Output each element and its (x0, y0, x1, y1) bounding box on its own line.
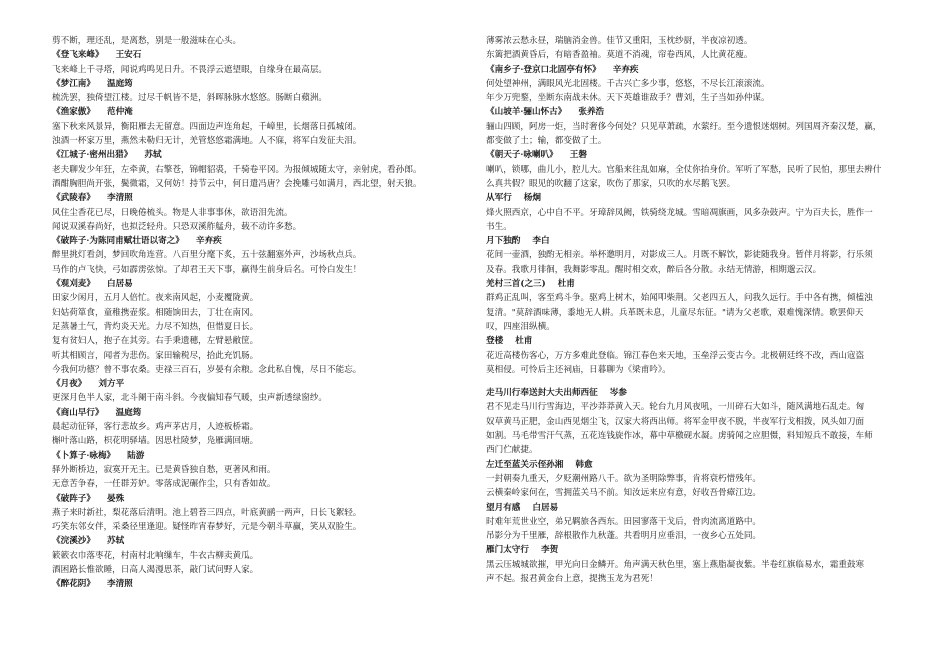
poem-heading (52, 105, 467, 119)
poem-line: 奴草黄马正肥，金山西见烟尘飞，汉家大将西出师。将军金甲夜不脱，半夜军行戈相拨，风头如刀面 (486, 416, 865, 427)
poem-line: 闻说双溪春尚好，也拟泛轻舟。只恐双溪舴艋舟，载不动许多愁。 (52, 221, 302, 232)
poem-line: 叹，四座泪纵横。 (486, 321, 555, 332)
poem-line: 书生。 (486, 221, 512, 232)
poem-line: 云横秦岭家何在，雪拥蓝关马不前。知汝远来应有意，好收吾骨瘴江边。 (486, 488, 762, 499)
poem-line: 酒困路长惟欲睡，日高人渴漫思茶，敲门试问野人家。 (52, 564, 259, 575)
poem-line: 东篱把酒黄昏后，有暗香盈袖。莫道不消魂，帘卷西风，人比黄花瘦。 (486, 50, 753, 61)
poem-heading (486, 191, 901, 205)
poem-author: 晏殊 (106, 493, 125, 504)
poem-heading (52, 406, 467, 420)
poem-title: 登楼 (486, 336, 504, 347)
poem-line: 更深月色半人家，北斗阑干南斗斜。今夜偏知春气暖，虫声新透绿窗纱。 (52, 393, 328, 404)
poem-line: 剪不断，理还乱，是离愁，别是一般滋味在心头。 (52, 36, 242, 46)
poem-heading (52, 277, 467, 291)
poem-line: 槲叶落山路，枳花明驿墙。因思杜陵梦，凫雁满回塘。 (52, 436, 259, 447)
poem-line: 花近高楼伤客心，万方多难此登临。锦江春色来天地，玉垒浮云变古今。北极朝廷终不改，西山寇盗 (486, 350, 865, 361)
poem-line: 驿外断桥边，寂寞开无主。已是黄昏独自愁，更著风和雨。 (52, 464, 276, 475)
poem-title: 《武陵春》 (52, 193, 95, 204)
poem-title: 《观刈麦》 (52, 279, 95, 290)
poem-author: 杜甫 (557, 279, 575, 290)
poem-author: 岑参 (609, 388, 627, 399)
poem-author: 苏轼 (106, 536, 125, 547)
poem-line: 么真共假？眼见的吹翻了这家，吹伤了那家，只吹的水尽鹅飞罢。 (486, 178, 736, 189)
poem-line: 妇姑荷箪食，童稚携壶浆。相随饷田去，丁壮在南冈。 (52, 307, 259, 318)
poem-author: 白居易 (106, 279, 133, 290)
right-column (486, 34, 901, 586)
poem-line: 一封朝奏九重天，夕贬潮州路八千。欲为圣明除弊事，肯将衰朽惜残年。 (486, 473, 762, 484)
poem-author: 韩愈 (575, 459, 593, 470)
poem-line: 飞来峰上千寻塔，闻说鸡鸣见日升。不畏浮云遮望眼，自缘身在最高层。 (52, 64, 328, 75)
poem-line: 今我何功德？曾不事农桑。吏禄三百石，岁晏有余粮。念此私自愧，尽日不能忘。 (52, 364, 362, 375)
poem-title: 左迁至蓝关示侄孙湘 (486, 459, 564, 470)
poem-author: 张养浩 (578, 107, 605, 118)
poem-heading (52, 148, 467, 162)
section-gap (486, 377, 901, 386)
poem-heading (486, 234, 901, 248)
poem-heading (52, 234, 467, 248)
poem-line: 骊山四顾，阿房一炬，当时奢侈今何处？只见草萧疏，水萦纡。至今遗恨迷烟树。列国周齐秦汉楚，赢， (486, 121, 882, 132)
poem-line: 复清。"莫辞酒味薄，黍地无人耕。兵革既未息，儿童尽东征。"请为父老歌，艰难愧深情。歌罢仰天 (486, 307, 864, 318)
poem-author: 李白 (532, 236, 550, 247)
poem-line: 薄雾浓云愁永昼，瑞脑消金兽。佳节又重阳，玉枕纱厨，半夜凉初透。 (486, 36, 753, 46)
left-column (52, 34, 467, 592)
poem-heading (52, 191, 467, 205)
poem-heading (486, 386, 901, 400)
poem-heading (486, 334, 901, 348)
poem-title: 《山坡羊·骊山怀古》 (486, 107, 567, 118)
poem-title: 走马川行奉送封大夫出师西征 (486, 388, 598, 399)
poem-title: 羌村三首(之三) (486, 279, 546, 290)
poem-line: 西门伫献捷。 (486, 445, 538, 456)
poem-author: 王安石 (115, 50, 142, 61)
poem-heading (52, 377, 467, 391)
poem-author: 陆游 (127, 450, 145, 461)
poem-title: 《浣溪沙》 (52, 536, 95, 547)
poem-heading (486, 148, 901, 162)
poem-title: 《南乡子·登京口北固亭有怀》 (486, 64, 601, 75)
poem-author: 李贺 (540, 545, 559, 556)
poem-line: 晨起动征铎，客行悲故乡。鸡声茅店月，人迹板桥霜。 (52, 422, 259, 433)
poem-title: 月下独酌 (486, 236, 521, 247)
poem-line: 酒酣胸胆尚开张，鬓微霜，又何妨！持节云中，何日遣冯唐？会挽雕弓如满月，西北望，射天狼。 (52, 178, 422, 189)
poem-author: 杨炯 (523, 193, 541, 204)
poem-line: 复有贫妇人，抱子在其旁。右手秉遗穗，左臂悬敝筐。 (52, 336, 259, 347)
poem-title: 《渔家傲》 (52, 107, 95, 118)
poem-heading (486, 458, 901, 472)
poem-line: 如割。马毛带雪汗气蒸，五花连钱旋作冰，幕中草檄砚水凝。虏骑闻之应胆慑，料知短兵不敢接，车师 (486, 431, 873, 442)
poem-title: 《破阵子》 (52, 493, 95, 504)
poem-author: 辛弃疾 (612, 64, 639, 75)
poem-heading (52, 534, 467, 548)
poem-author: 刘方平 (98, 379, 125, 390)
poem-line: 无意苦争春，一任群芳妒。零落成泥碾作尘，只有香如故。 (52, 479, 276, 490)
poem-heading (52, 77, 467, 91)
poem-title: 望月有感 (486, 502, 521, 513)
poem-line: 塞下秋来风景异，衡阳雁去无留意。四面边声连角起，千嶂里，长烟落日孤城闭。 (52, 121, 362, 132)
poem-author: 范仲淹 (106, 107, 133, 118)
poem-heading (486, 105, 901, 119)
poem-author: 辛弃疾 (195, 236, 222, 247)
poem-title: 《朝天子·咏喇叭》 (486, 150, 558, 161)
poem-title: 《醉花阴》 (52, 579, 95, 590)
poem-title: 雁门太守行 (486, 545, 529, 556)
poem-author: 李清照 (106, 579, 133, 590)
poem-line: 黑云压城城欲摧，甲光向日金鳞开。角声满天秋色里，塞上燕脂凝夜紫。半卷红旗临易水，霜重鼓寒 (486, 559, 865, 570)
poem-author: 温庭筠 (115, 407, 142, 418)
poem-line: 及春。我歌月徘徊，我舞影零乱。醒时相交欢，醉后各分散。永结无情游，相期邈云汉。 (486, 264, 822, 275)
poem-title: 《江城子·密州出猎》 (52, 150, 133, 161)
poem-line: 时难年荒世业空，弟兄羁旅各西东。田园寥落干戈后，骨肉流离道路中。 (486, 516, 762, 527)
poem-line: 何处望神州，满眼风光北固楼。千古兴亡多少事，悠悠，不尽长江滚滚流。 (486, 78, 770, 89)
poem-line: 醉里挑灯看剑，梦回吹角连营。八百里分麾下炙，五十弦翻塞外声，沙场秋点兵。 (52, 250, 362, 261)
poem-line: 吊影分为千里雁，辞根散作九秋蓬。共看明月应垂泪，一夜乡心五处同。 (486, 531, 762, 542)
poem-line: 年少万兜鍪，坐断东南战未休。天下英雄谁敌手？曹刘，生子当如孙仲谋。 (486, 93, 770, 104)
poem-title: 从军行 (486, 193, 512, 204)
poem-heading (486, 277, 901, 291)
poem-title: 《月夜》 (52, 379, 87, 390)
poem-line: 巧笑东邻女伴，采桑径里逢迎。疑怪昨宵春梦好，元是今朝斗草赢，笑从双脸生。 (52, 522, 362, 533)
poem-heading (486, 63, 901, 77)
poem-line: 莫相侵。可怜后主还祠庙，日暮聊为《梁甫吟》。 (486, 364, 671, 375)
poem-title: 《梦江南》 (52, 78, 95, 89)
poem-author: 李清照 (106, 193, 133, 204)
poem-title: 《商山早行》 (52, 407, 104, 418)
poem-line: 马作的卢飞快，弓如霹雳弦惊。了却君王天下事，赢得生前身后名。可怜白发生！ (52, 264, 362, 275)
poem-author: 苏轼 (144, 150, 162, 161)
poem-heading (52, 492, 467, 506)
poem-line: 都变做了土；输，都变做了土。 (486, 136, 607, 147)
poem-heading (52, 577, 467, 591)
poem-line: 群鸡正乱叫，客至鸡斗争。驱鸡上树木，始闻叩柴荆。父老四五人，问我久远行。手中各有携，倾榼浊 (486, 293, 873, 304)
poem-line: 老夫聊发少年狂，左牵黄，右擎苍，锦帽貂裘，千骑卷平冈。为报倾城随太守，亲射虎，看孙郎。 (52, 164, 422, 175)
poem-line: 烽火照西京，心中自不平。牙璋辞凤阙，铁骑绕龙城。雪暗凋旗画，风多杂鼓声。宁为百夫长，胜作一 (486, 207, 873, 218)
poem-line: 簌簌衣巾落枣花，村南村北响缫车，牛衣古柳卖黄瓜。 (52, 550, 259, 561)
poem-line: 足蒸暑土气，背灼炎天光。力尽不知热，但惜夏日长。 (52, 321, 259, 332)
poem-title: 《登飞来峰》 (52, 50, 104, 61)
poem-heading (486, 501, 901, 515)
poem-line: 田家少闲月，五月人倍忙。夜来南风起，小麦覆陇黄。 (52, 293, 259, 304)
poem-heading (52, 48, 467, 62)
poem-title: 《卜算子·咏梅》 (52, 450, 116, 461)
poem-line: 喇叭，锁哪，曲儿小，腔儿大。官船来往乱如麻，全仗你抬身价。军听了军愁，民听了民怕，那里去辨什 (486, 164, 882, 175)
poem-title: 《破阵子·为陈同甫赋壮语以寄之》 (52, 236, 184, 247)
poem-line: 风住尘香花已尽，日晚倦梳头。物是人非事事休，欲语泪先流。 (52, 207, 293, 218)
poem-line: 君不见走马川行雪海边，平沙莽莽黄入天。轮台九月风夜吼，一川碎石大如斗，随风满地石乱走。匈 (486, 402, 865, 413)
poem-heading (52, 449, 467, 463)
poem-line: 花间一壶酒，独酌无相亲。举杯邀明月，对影成三人。月既不解饮，影徒随我身。暂伴月将影，行乐须 (486, 250, 873, 261)
poem-line: 声不起。报君黄金台上意，提携玉龙为君死！ (486, 573, 658, 584)
poem-author: 温庭筠 (106, 78, 133, 89)
poem-line: 燕子来时新社，梨花落后清明。池上碧苔三四点，叶底黄鹂一两声，日长飞絮轻。 (52, 507, 362, 518)
poem-line: 梳洗罢，独倚望江楼。过尽千帆皆不是，斜晖脉脉水悠悠。肠断白蘋洲。 (52, 93, 328, 104)
poem-heading (486, 543, 901, 557)
poem-author: 白居易 (532, 502, 559, 513)
poem-line: 听其相顾言，闻者为悲伤。家田输税尽，拾此充饥肠。 (52, 350, 259, 361)
poem-author: 王磐 (569, 150, 587, 161)
poem-author: 杜甫 (515, 336, 533, 347)
poem-line: 浊酒一杯家万里，燕然未勒归无计，羌管悠悠霜满地。人不寐，将军白发征夫泪。 (52, 136, 362, 147)
